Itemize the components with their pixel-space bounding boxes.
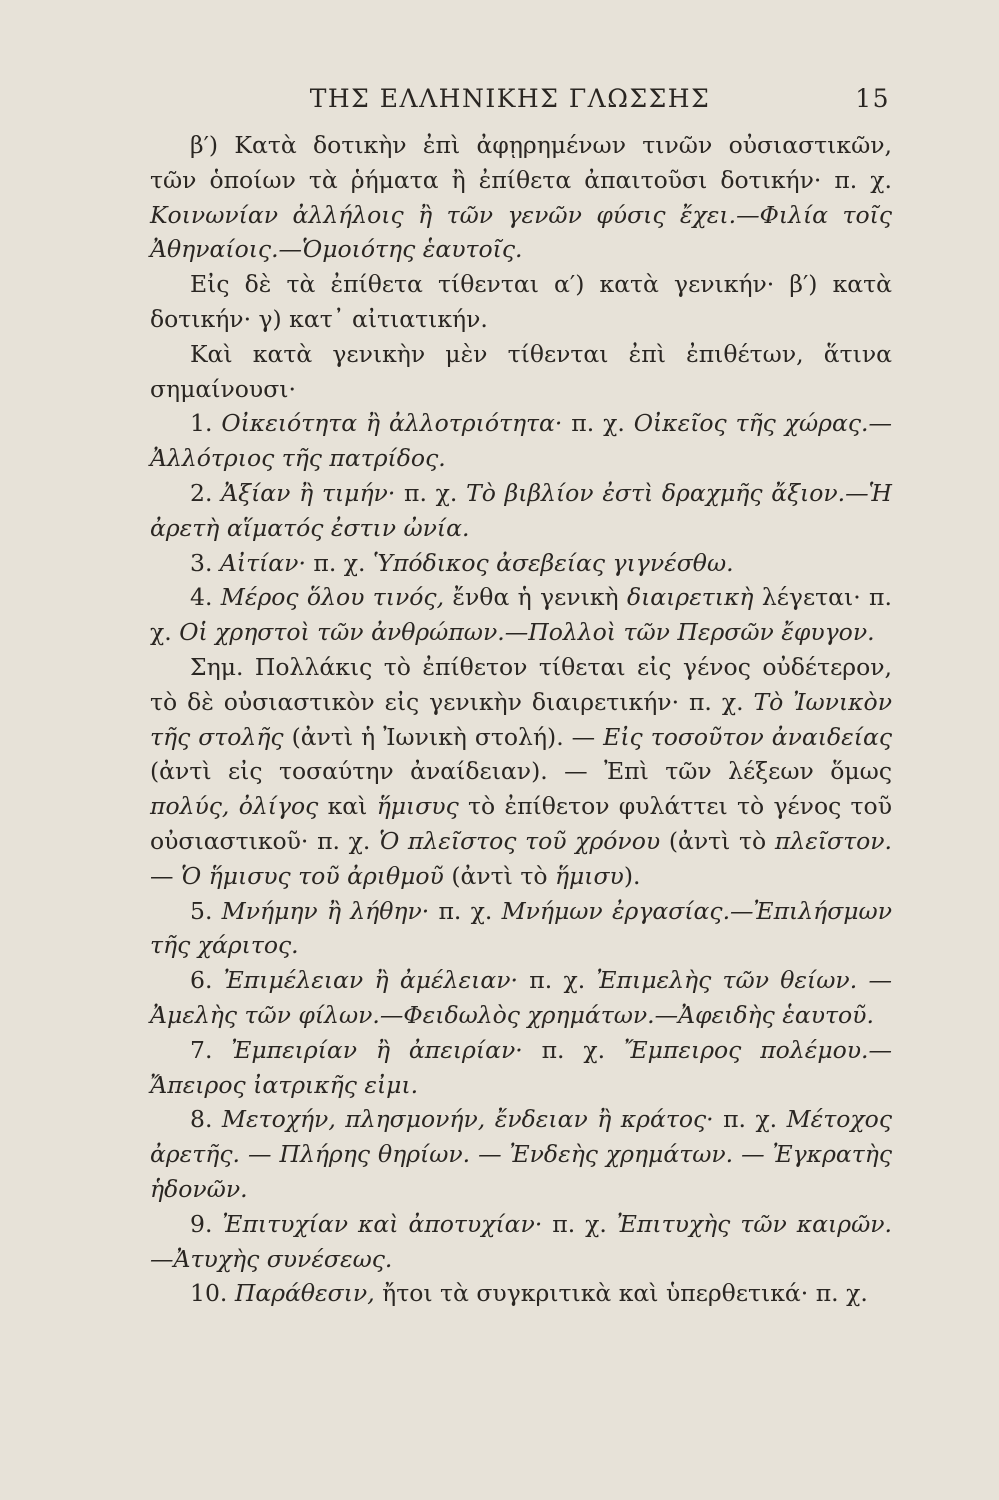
text-run: π. χ. xyxy=(713,1105,787,1134)
italic-text: Ἀξίαν ἢ τιμήν· xyxy=(221,478,396,507)
text-run: 4. xyxy=(190,583,221,612)
text-run: π. χ. xyxy=(429,896,502,925)
text-run: ἔνθα ἡ γενικὴ xyxy=(444,583,627,612)
italic-text: Οἰκειότητα ἢ ἀλλοτριότητα· xyxy=(221,409,563,438)
paragraph-genitive-intro xyxy=(150,337,892,407)
text-run: 1. xyxy=(190,409,222,438)
text-run: 2. xyxy=(190,478,222,507)
text-run: τὸ ἐπίθετον φυλάττει τὸ γένος τοῦ οὐσιαστικοῦ· π. χ. xyxy=(150,792,892,855)
text-run: π. χ. xyxy=(305,548,373,577)
list-item-8 xyxy=(150,1102,892,1206)
text-run: 5. xyxy=(190,896,222,925)
text-run: π. χ. xyxy=(562,409,634,438)
italic-text: Ἐμπειρίαν ἢ ἀπειρίαν· xyxy=(231,1035,523,1064)
running-header xyxy=(130,84,890,124)
list-item-1 xyxy=(150,406,892,476)
italic-text: Ἐπιτυχίαν καὶ ἀποτυχίαν· xyxy=(222,1209,543,1238)
text-run: π. χ. xyxy=(522,1035,624,1064)
note-paragraph xyxy=(150,650,892,894)
italic-text: Οἱ χρηστοὶ τῶν ἀνθρώπων.—Πολλοὶ τῶν Περσῶν ἔφυγον. xyxy=(179,618,875,647)
italic-text: Εἰς τοσοῦτον ἀναιδείας xyxy=(603,722,892,751)
italic-text: Οἰκεῖος τῆς χώρας.—Ἀλλότριος τῆς πατρίδος. xyxy=(150,409,892,473)
text-run: 9. xyxy=(190,1209,223,1238)
text-run: — xyxy=(150,861,181,890)
paragraph-adjective-cases xyxy=(150,267,892,337)
italic-text: Μνήμων ἐργασίας.—Ἐπιλήσμων τῆς χάριτος. xyxy=(150,896,892,960)
italic-text: Ἐπιμέλειαν ἢ ἀμέλειαν· xyxy=(223,966,518,995)
text-run: β′) Κατὰ δοτικὴν ἐπὶ ἀφῃρημένων τινῶν οὐσιαστικῶν, τῶν ὁποίων τὰ ῥήματα ἢ ἐπίθετα ἀπαιτοῦσι δοτικήν· π. χ. xyxy=(150,131,892,194)
italic-text: Κοινωνίαν ἀλλήλοις ἢ τῶν γενῶν φύσις ἔχει.—Φιλία τοῖς Ἀθηναίοις.—Ὁμοιότης ἑαυτοῖς. xyxy=(150,200,892,264)
text-run: λέγεται· π. χ. xyxy=(150,583,892,647)
italic-text: Μέρος ὅλου τινός, xyxy=(220,583,445,612)
text-run: 6. xyxy=(190,966,224,995)
italic-text: Αἰτίαν· xyxy=(219,548,306,577)
italic-text: ἥμισυ xyxy=(554,861,624,890)
list-item-6 xyxy=(150,963,892,1033)
list-item-9 xyxy=(150,1207,892,1277)
text-run: π. χ. xyxy=(395,478,467,507)
italic-text: πολύς, ὀλίγος xyxy=(150,792,319,821)
running-title: ΤΗΣ ΕΛΛΗΝΙΚΗΣ ΓΛΩΣΣΗΣ xyxy=(309,84,711,113)
text-run: 7. xyxy=(190,1035,232,1064)
italic-text: Ὁ ἥμισυς τοῦ ἀριθμοῦ xyxy=(180,861,444,890)
text-run: (ἀντὶ τὸ xyxy=(660,826,775,855)
italic-text: Μέτοχος ἀρετῆς. — Πλήρης θηρίων. — Ἐνδεὴς χρημάτων. — Ἐγκρατὴς ἡδονῶν. xyxy=(150,1105,892,1203)
italic-text: πλεῖστον. xyxy=(774,826,892,855)
italic-text: Ἔμπειρος πολέμου.—Ἄπειρος ἰατρικῆς εἰμι. xyxy=(150,1035,892,1099)
italic-text: Ὑπόδικος ἀσεβείας γιγνέσθω. xyxy=(372,548,734,577)
italic-text: Παράθεσιν, xyxy=(234,1279,375,1308)
text-run: ). xyxy=(623,861,641,890)
text-run: Εἰς δὲ τὰ ἐπίθετα τίθενται α′) κατὰ γενικήν· β′) κατὰ δοτικήν· γ) κατ᾿ αἰτιατικήν. xyxy=(150,270,892,333)
text-run: π. χ. xyxy=(542,1209,617,1238)
italic-text: Τὸ βιβλίον ἐστὶ δραχμῆς ἄξιον.—Ἡ ἀρετὴ αἵματός ἐστιν ὠνία. xyxy=(150,478,892,542)
text-body xyxy=(150,128,892,1311)
list-item-2 xyxy=(150,476,892,546)
list-item-4 xyxy=(150,580,892,650)
text-run: Καὶ κατὰ γενικὴν μὲν τίθενται ἐπὶ ἐπιθέτων, ἅτινα σημαίνουσι· xyxy=(150,339,892,403)
paragraph-dative-abstract xyxy=(150,128,892,267)
text-run: Σημ. Πολλάκις τὸ ἐπίθετον τίθεται εἰς γένος οὐδέτερον, τὸ δὲ οὐσιαστικὸν εἰς γενικὴν διαιρετικήν· π. χ. xyxy=(150,652,892,716)
italic-text: Μνήμην ἢ λήθην· xyxy=(221,896,430,925)
italic-text: Μετοχήν, πλησμονήν, ἔνδειαν ἢ κράτος· xyxy=(221,1105,714,1134)
text-run: 3. xyxy=(190,548,220,577)
text-run: (ἀντὶ εἰς τοσαύτην ἀναίδειαν). — Ἐπὶ τῶν λέξεων ὅμως xyxy=(150,757,892,786)
text-run: ἤτοι τὰ συγκριτικὰ καὶ ὑπερθετικά· π. χ. xyxy=(374,1279,868,1308)
italic-text: διαιρετικὴ xyxy=(626,583,754,612)
text-run: (ἀντὶ ἡ Ἰωνικὴ στολή). — xyxy=(283,722,604,751)
text-run: π. χ. xyxy=(517,966,597,995)
text-run: 10. xyxy=(190,1279,235,1308)
text-run: (ἀντὶ τὸ xyxy=(443,861,555,890)
italic-text: Ὁ πλεῖστος τοῦ χρόνου xyxy=(379,826,661,855)
page-number: 15 xyxy=(855,84,890,113)
text-run: καὶ xyxy=(318,792,377,821)
italic-text: Ἐπιτυχὴς τῶν καιρῶν.—Ἀτυχὴς συνέσεως. xyxy=(150,1209,892,1273)
italic-text: Τὸ Ἰωνικὸν τῆς στολῆς xyxy=(150,687,892,751)
text-run: 8. xyxy=(190,1105,222,1134)
list-item-5 xyxy=(150,894,892,964)
list-item-7 xyxy=(150,1033,892,1103)
italic-text: Ἐπιμελὴς τῶν θείων. — Ἀμελὴς τῶν φίλων.—Φειδωλὸς χρημάτων.—Ἀφειδὴς ἑαυτοῦ. xyxy=(150,966,892,1029)
italic-text: ἥμισυς xyxy=(376,792,459,821)
list-item-10 xyxy=(150,1276,892,1311)
list-item-3 xyxy=(150,546,892,581)
